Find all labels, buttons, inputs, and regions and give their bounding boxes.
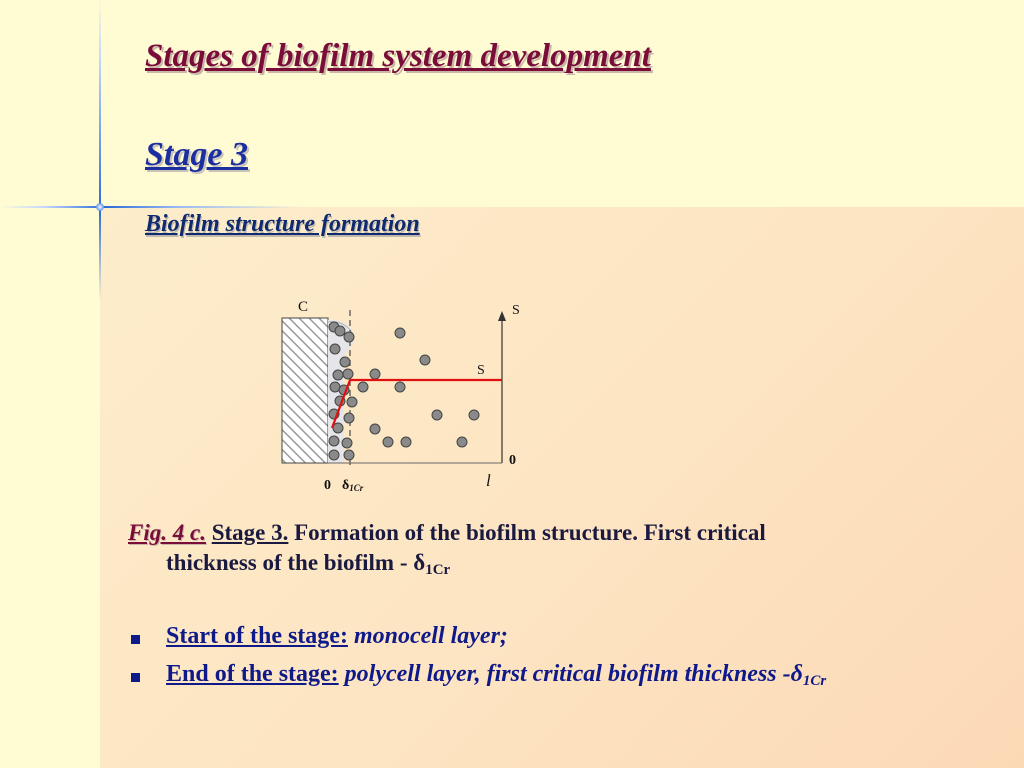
biofilm-diagram (270, 290, 540, 500)
bullet-value: monocell layer; (347, 623, 508, 649)
l-axis-label: l (486, 471, 491, 490)
caption-stage-label: Stage 3. (211, 520, 289, 545)
bullet-key: Start of the stage: (166, 623, 348, 649)
top-background (0, 0, 1024, 207)
caption-text: Formation of the biofilm structure. First critical (288, 520, 766, 545)
s-axis-arrow (498, 311, 506, 321)
stage-subtitle: Biofilm structure formation (145, 211, 420, 237)
substrate-wall (282, 318, 328, 463)
s-axis-label: S (512, 303, 520, 318)
decorative-sparkle (96, 203, 104, 211)
decorative-horizontal-line (0, 206, 300, 208)
bullet-value: polycell layer, first critical biofilm thickness -δ (338, 661, 803, 687)
zero-bottom-label: 0 (324, 478, 331, 493)
bullet-start-of-stage (128, 623, 1008, 661)
bullet-list (128, 623, 1008, 699)
zero-right-label: 0 (509, 453, 516, 468)
delta-label: δ1Cr (342, 478, 364, 493)
biofilm-figure (270, 290, 540, 500)
figure-caption (128, 518, 988, 585)
bullet-end-of-stage (128, 661, 1008, 699)
bullet-key: End of the stage: (166, 661, 339, 687)
c-label: C (298, 299, 309, 315)
caption-line-2: thickness of the biofilm - $\delta_{1Cr}$ (166, 550, 451, 578)
bullet-marker-icon (131, 673, 140, 682)
caption-figure-label: Fig. 4 c. (128, 520, 206, 545)
bullet-marker-icon (131, 635, 140, 644)
bullet-value-subscript: 1Cr (802, 673, 827, 689)
decorative-vertical-line (99, 0, 101, 300)
s-line-label: S (477, 363, 485, 378)
left-background (0, 207, 100, 768)
concentration-profile (332, 380, 502, 428)
slide-title: Stages of biofilm system development (145, 38, 651, 74)
stage-heading: Stage 3 (145, 136, 248, 173)
